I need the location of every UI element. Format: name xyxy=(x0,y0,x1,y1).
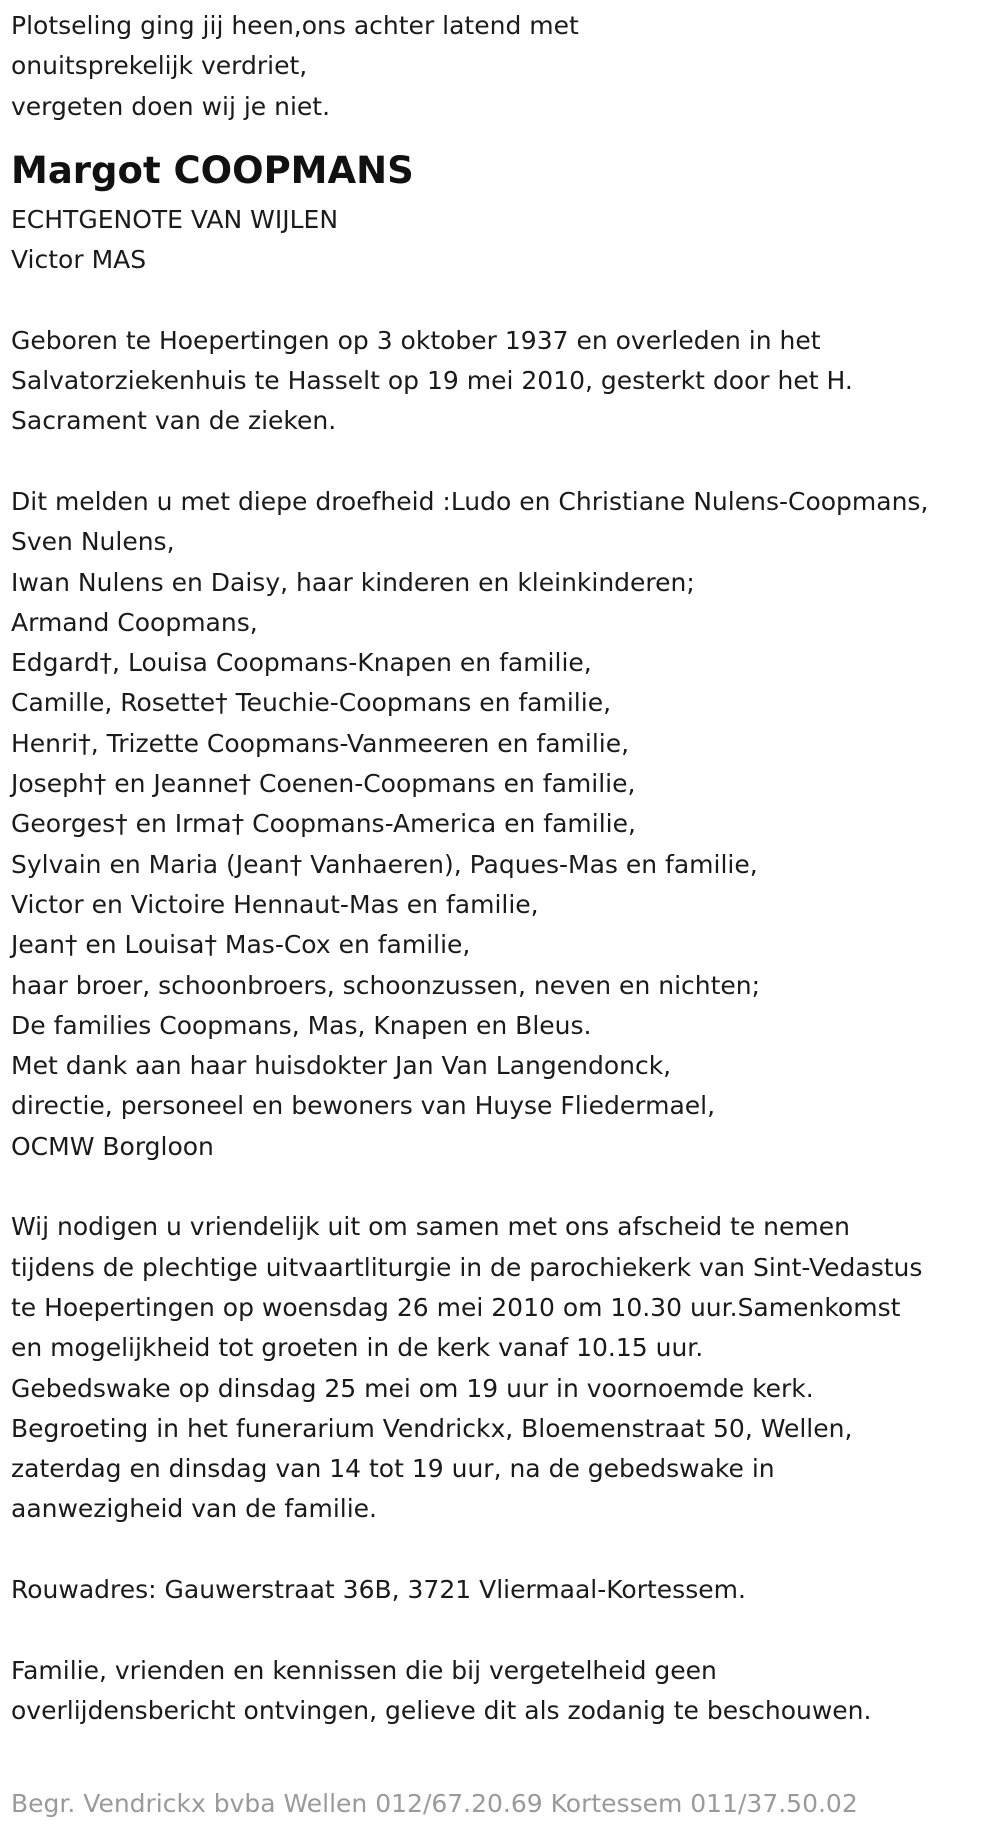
funeral-line: Gebedswake op dinsdag 25 mei om 19 uur in voornoemde kerk. xyxy=(11,1373,814,1403)
funeral-line: te Hoepertingen op woensdag 26 mei 2010 om 10.30 uur.Samenkomst xyxy=(11,1292,901,1322)
family-line: Met dank aan haar huisdokter Jan Van Langendonck, xyxy=(11,1051,672,1081)
family-line: Georges† en Irma† Coopmans-America en familie, xyxy=(11,809,636,839)
family-line: Camille, Rosette† Teuchie-Coopmans en familie, xyxy=(11,688,612,718)
spacer xyxy=(11,442,1000,482)
funeral-line: zaterdag en dinsdag van 14 tot 19 uur, na de gebedswake in xyxy=(11,1454,775,1484)
notice-line: Familie, vrienden en kennissen die bij vergetelheid geen xyxy=(11,1655,717,1685)
funeral-home-footer: Begr. Vendrickx bvba Wellen 012/67.20.69 Kortessem 011/37.50.02 xyxy=(11,1789,858,1818)
funeral-line: aanwezigheid van de familie. xyxy=(11,1494,377,1524)
poem-line: Plotseling ging jij heen,ons achter latend met xyxy=(11,11,579,40)
funeral-line: en mogelijkheid tot groeten in de kerk vanaf 10.15 uur. xyxy=(11,1333,704,1363)
poem-line: vergeten doen wij je niet. xyxy=(11,91,331,121)
funeral-paragraph xyxy=(11,1207,1000,1529)
funeral-line: Wij nodigen u vriendelijk uit om samen met ons afscheid te nemen xyxy=(11,1212,850,1242)
spacer xyxy=(11,1530,1000,1570)
family-line: Joseph† en Jeanne† Coenen-Coopmans en familie, xyxy=(11,769,636,799)
family-line: Jean† en Louisa† Mas-Cox en familie, xyxy=(11,930,471,960)
notice-paragraph xyxy=(11,1651,1000,1732)
family-paragraph xyxy=(11,482,1000,1167)
mourning-address: Rouwadres: Gauwerstraat 36B, 3721 Vliermaal-Kortessem. xyxy=(11,1574,746,1604)
family-line: OCMW Borgloon xyxy=(11,1131,214,1161)
spouse-info xyxy=(11,200,1000,281)
text-line: Salvatorziekenhuis te Hasselt op 19 mei 2010, gesterkt door het H. xyxy=(11,366,853,396)
funeral-line: tijdens de plechtige uitvaartliturgie in de parochiekerk van Sint-Vedastus xyxy=(11,1252,923,1282)
poem-line: onuitsprekelijk verdriet, xyxy=(11,51,308,81)
address-paragraph xyxy=(11,1570,1000,1610)
deceased-name: Margot COOPMANS xyxy=(11,148,414,192)
family-line: Victor en Victoire Hennaut-Mas en familie, xyxy=(11,889,539,919)
family-line: haar broer, schoonbroers, schoonzussen, neven en nichten; xyxy=(11,970,761,1000)
spacer xyxy=(11,1167,1000,1207)
notice-line: overlijdensbericht ontvingen, gelieve dit als zodanig te beschouwen. xyxy=(11,1695,872,1725)
family-line: De families Coopmans, Mas, Knapen en Bleus. xyxy=(11,1010,592,1040)
family-line: Sven Nulens, xyxy=(11,527,175,557)
family-line: Armand Coopmans, xyxy=(11,607,258,637)
family-line: Henri†, Trizette Coopmans-Vanmeeren en familie, xyxy=(11,728,630,758)
birth-death-paragraph xyxy=(11,321,1000,442)
family-line: Sylvain en Maria (Jean† Vanhaeren), Paques-Mas en familie, xyxy=(11,849,758,879)
spacer xyxy=(11,280,1000,320)
funeral-line: Begroeting in het funerarium Vendrickx, Bloemenstraat 50, Wellen, xyxy=(11,1413,853,1443)
text-line: Sacrament van de zieken. xyxy=(11,406,337,436)
family-line: directie, personeel en bewoners van Huyse Fliedermael, xyxy=(11,1091,716,1121)
text-line: Geboren te Hoepertingen op 3 oktober 1937 en overleden in het xyxy=(11,325,821,355)
relation-title: ECHTGENOTE VAN WIJLEN xyxy=(11,204,339,234)
family-line: Iwan Nulens en Daisy, haar kinderen en kleinkinderen; xyxy=(11,567,695,597)
family-line: Dit melden u met diepe droefheid :Ludo en Christiane Nulens-Coopmans, xyxy=(11,486,929,516)
family-line: Edgard†, Louisa Coopmans-Knapen en familie, xyxy=(11,648,592,678)
spouse-name: Victor MAS xyxy=(11,245,147,275)
poem xyxy=(11,6,1000,127)
spacer xyxy=(11,1610,1000,1650)
